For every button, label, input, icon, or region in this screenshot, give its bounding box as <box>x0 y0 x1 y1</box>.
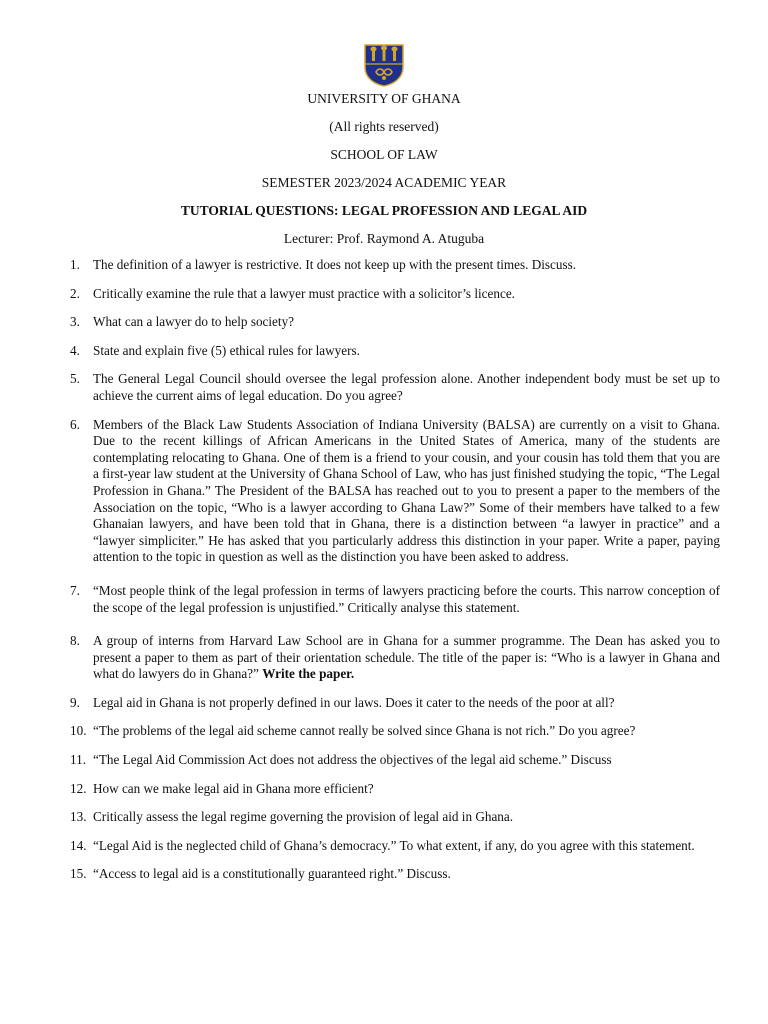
question-text: State and explain five (5) ethical rules for lawyers. <box>93 342 360 358</box>
document-title: TUTORIAL QUESTIONS: LEGAL PROFESSION AND LEGAL AID <box>180 203 588 218</box>
school-name: SCHOOL OF LAW <box>330 147 438 162</box>
list-item <box>66 257 720 274</box>
list-item <box>66 781 720 798</box>
question-text: Critically assess the legal regime governing the provision of legal aid in Ghana. <box>93 809 514 825</box>
question-text: Critically examine the rule that a lawyer must practice with a solicitor’s licence. <box>93 285 515 301</box>
question-text: “Most people think of the legal profession in terms of lawyers practicing before the courts. This narrow conception of the scope of the legal profession is unjustified.” Critically analyse this statement. <box>93 582 720 615</box>
question-number: 9. <box>70 694 80 710</box>
list-item <box>66 723 720 740</box>
list-item <box>66 314 720 331</box>
question-text: “The problems of the legal aid scheme cannot really be solved since Ghana is not rich.” Do you agree? <box>93 723 636 739</box>
list-item <box>66 417 720 566</box>
question-number: 5. <box>70 371 80 387</box>
university-name: UNIVERSITY OF GHANA <box>307 91 461 106</box>
question-text-container <box>93 633 720 683</box>
list-item <box>66 838 720 855</box>
question-text: “The Legal Aid Commission Act does not address the objectives of the legal aid scheme.” Discuss <box>93 752 612 768</box>
question-list <box>66 257 720 883</box>
question-number: 3. <box>70 314 80 330</box>
question-text: A group of interns from Harvard Law School are in Ghana for a summer programme. The Dean has asked you to present a paper to them as part of their orientation schedule. The title of the paper is: “Who is a lawyer in Ghana and what do lawyers do in Ghana?” <box>93 633 720 682</box>
question-number: 14. <box>70 837 87 853</box>
list-item <box>66 633 720 683</box>
list-item <box>66 286 720 303</box>
question-text: What can a lawyer do to help society? <box>93 314 295 330</box>
question-number: 7. <box>70 582 80 598</box>
question-text: Legal aid in Ghana is not properly defined in our laws. Does it cater to the needs of the poor at all? <box>93 694 615 710</box>
university-crest-icon <box>363 43 405 87</box>
list-item <box>66 809 720 826</box>
question-number: 12. <box>70 780 87 796</box>
list-item <box>66 371 720 404</box>
semester-line: SEMESTER 2023/2024 ACADEMIC YEAR <box>261 175 507 190</box>
question-instruction: Write the paper. <box>262 666 355 682</box>
question-number: 4. <box>70 342 80 358</box>
list-item <box>66 866 720 883</box>
question-number: 11. <box>70 752 86 768</box>
list-item <box>66 752 720 769</box>
question-text: “Access to legal aid is a constitutionally guaranteed right.” Discuss. <box>93 866 451 882</box>
question-text: “Legal Aid is the neglected child of Ghana’s democracy.” To what extent, if any, do you agree with this statement. <box>93 837 695 853</box>
lecturer-line: Lecturer: Prof. Raymond A. Atuguba <box>283 231 485 246</box>
question-number: 10. <box>70 723 87 739</box>
list-item <box>66 343 720 360</box>
question-number: 2. <box>70 285 80 301</box>
list-item <box>66 583 720 616</box>
list-item <box>66 695 720 712</box>
question-number: 1. <box>70 257 80 272</box>
question-number: 6. <box>70 416 80 432</box>
question-number: 15. <box>70 866 87 882</box>
question-text: The definition of a lawyer is restrictive. It does not keep up with the present times. Discuss. <box>93 257 577 272</box>
question-number: 13. <box>70 809 87 825</box>
question-text: The General Legal Council should oversee the legal profession alone. Another independent body must be set up to achieve the current aims of legal education. Do you agree? <box>93 371 720 403</box>
question-number: 8. <box>70 633 80 649</box>
question-text: How can we make legal aid in Ghana more efficient? <box>93 780 374 796</box>
rights-notice: (All rights reserved) <box>329 119 439 134</box>
question-text: Members of the Black Law Students Association of Indiana University (BALSA) are currently on a visit to Ghana. Due to the recent killings of African Americans in the United States of America, many of the students are contemplating relocating to Ghana. One of them is a friend to your cousin, and your cousin has told them that you are a first-year law student at the University of Ghana School of Law, who has just finished studying the topic, “The Legal Profession in Ghana.” The President of the BALSA has reached out to you to present a paper to the members of the Association on the topic, “Who is a lawyer according to Ghana Law?” Some of their members have talked to a few Ghanaian lawyers, and have been told that in Ghana, there is a distinction between “a lawyer in practice” and a “lawyer simpliciter.” He has asked that you particularly address this distinction in your paper. Write a paper, paying attention to the topic in question as well as the distinction you have been asked to address. <box>93 416 720 565</box>
